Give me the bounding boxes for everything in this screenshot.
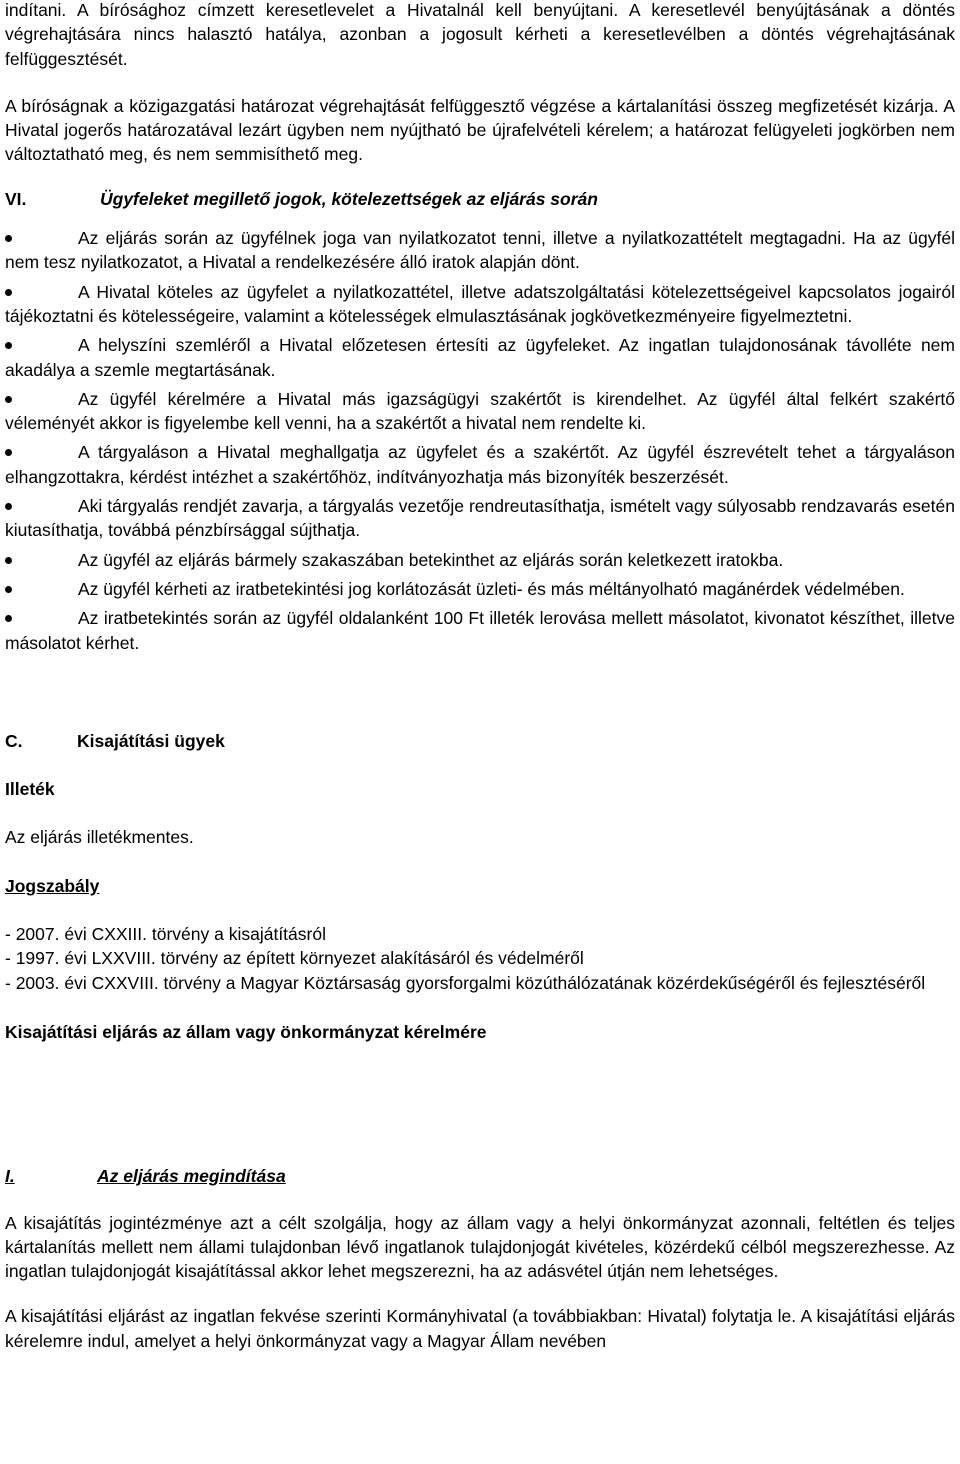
section-vi-heading [5, 187, 955, 211]
bullet-icon [5, 342, 12, 349]
section-i-title: Az eljárás megindítása [97, 1166, 286, 1187]
paragraph-expropriation-authority: A kisajátítási eljárást az ingatlan fekvése szerinti Kormányhivatal (a továbbiakban: Hivatal) folytatja le. A kisajátítási eljárás kérelemre indul, amelyet a helyi önkormányzat vagy a Magyar Állam nevében [5, 1306, 955, 1351]
list-item: - 1997. évi LXXVIII. törvény az épített környezet alakításáról és védelméről [5, 948, 584, 969]
list-item: Aki tárgyalás rendjét zavarja, a tárgyalás vezetője rendreutasíthatja, ismételt vagy súlyosabb rendzavarás esetén kiutasíthatja, továbbá pénzbírsággal sújthatja. [5, 496, 955, 541]
section-vi-title: Ügyfeleket megillető jogok, kötelezettségek az eljárás során [100, 188, 598, 209]
list-item: Az iratbetekintés során az ügyfél oldalanként 100 Ft illeték lerovása mellett másolatot, kivonatot készíthet, illetve másolatot kérhet. [5, 608, 955, 653]
section-i-number: I. [5, 1166, 15, 1187]
bullet-icon [5, 289, 12, 296]
section-vi-number: VI. [5, 188, 27, 209]
list-item: Az ügyfél az eljárás bármely szakaszában betekinthet az eljárás során keletkezett iratokba. [5, 548, 955, 572]
list-item: A Hivatal köteles az ügyfelet a nyilatkozattétel, illetve adatszolgáltatási kötelezettségeivel kapcsolatos jogairól tájékoztatni és kötelességeire, valamint a kötelességek elmulasztásának jogkövetkezményeire figyelmeztetni. [5, 281, 955, 326]
bullet-icon [5, 449, 12, 456]
bullet-icon [5, 396, 12, 403]
list-item: Az eljárás során az ügyfélnek joga van nyilatkozatot tenni, illetve a nyilatkozattételt megtagadni. Ha az ügyfél nem tesz nyilatkozatot, a Hivatal a rendelkezésére álló iratok alapján dönt. [5, 228, 955, 273]
list-item: A tárgyaláson a Hivatal meghallgatja az ügyfelet és a szakértőt. Az ügyfél észrevételt tehet a tárgyaláson elhangzottakra, kérdést intézhet a szakértőhöz, indítványozhatja más bizonyíték beszerzését. [5, 442, 955, 487]
procedure-heading: Kisajátítási eljárás az állam vagy önkormányzat kérelmére [5, 1021, 487, 1042]
section-c-number: C. [5, 730, 23, 751]
illetek-heading: Illeték [5, 779, 55, 800]
bullet-icon [5, 503, 12, 510]
bullet-icon [5, 586, 12, 593]
paragraph-expropriation-purpose: A kisajátítás jogintézménye azt a célt szolgálja, hogy az állam vagy a helyi önkormányzat azonnali, feltétlen és teljes kártalanítás mellett nem állami tulajdonban lévő ingatlanok tulajdonjogát kivételes, közérdekű célból megszerezhesse. Az ingatlan tulajdonjogát kisajátítással akkor lehet megszerezni, ha az adásvétel útján nem lehetséges. [5, 1212, 955, 1282]
bullet-icon [5, 235, 12, 242]
section-c-heading [5, 729, 955, 753]
rights-list [5, 226, 955, 655]
illetek-text: Az eljárás illetékmentes. [5, 827, 194, 848]
jogszabaly-heading: Jogszabály [5, 875, 100, 896]
list-item: A helyszíni szemléről a Hivatal előzetesen értesíti az ügyfeleket. Az ingatlan tulajdonosának távolléte nem akadálya a szemle megtartásának. [5, 335, 955, 380]
list-item: Az ügyfél kérheti az iratbetekintési jog korlátozását üzleti- és más méltányolható magánérdek védelmében. [5, 577, 955, 601]
section-i-heading [5, 1164, 955, 1188]
document-page [5, 0, 955, 1353]
section-c-title: Kisajátítási ügyek [77, 730, 225, 751]
bullet-icon [5, 557, 12, 564]
paragraph-intro: indítani. A bírósághoz címzett keresetlevelet a Hivatalnál kell benyújtani. A keresetlevél benyújtásának a döntés végrehajtására nincs halasztó hatálya, azonban a jogosult kérheti a keresetlevélben a döntés végrehajtásának felfüggesztését. [5, 0, 955, 69]
law-list [5, 922, 955, 995]
paragraph-suspension: A bíróságnak a közigazgatási határozat végrehajtását felfüggesztő végzése a kártalanítási összeg megfizetését kizárja. A Hivatal jogerős határozatával lezárt ügyben nem nyújtható be újrafelvételi kérelem; a határozat felügyeleti jogkörben nem változtatható meg, és nem semmisíthető meg. [5, 95, 955, 165]
list-item: - 2007. évi CXXIII. törvény a kisajátításról [5, 924, 326, 945]
list-item: - 2003. évi CXXVIII. törvény a Magyar Köztársaság gyorsforgalmi közúthálózatának közérdekűségéről és fejlesztéséről [5, 972, 926, 993]
list-item: Az ügyfél kérelmére a Hivatal más igazságügyi szakértőt is kirendelhet. Az ügyfél által felkért szakértő véleményét akkor is figyelembe kell venni, ha a szakértőt a hivatal nem rendelte ki. [5, 388, 955, 434]
bullet-icon [5, 615, 12, 622]
